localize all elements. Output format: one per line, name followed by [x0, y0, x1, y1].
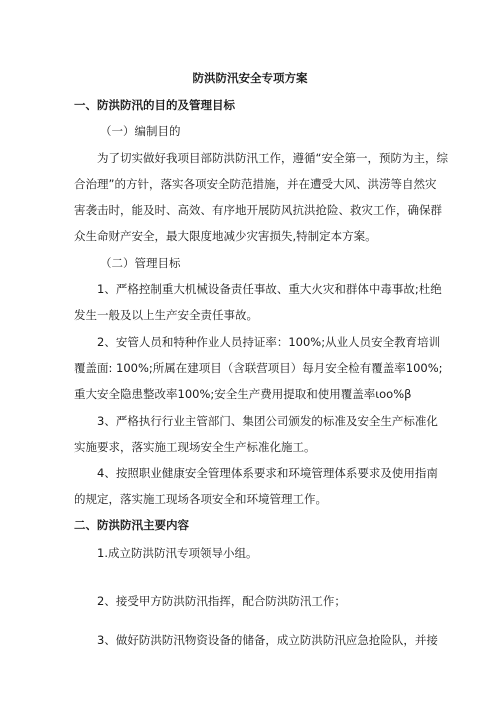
list-item: 1.成立防洪防汛专项领导小组。 [97, 546, 258, 560]
list-item: 2、接受甲方防洪防汛指挥，配合防洪防汛工作； [97, 594, 346, 608]
paragraph-line: 为了切实做好我项目部防洪防汛工作，遵循“安全第一，预防为主，综 [97, 151, 448, 165]
subsection-goals-heading: （二）管理目标 [100, 256, 181, 270]
paragraph-line: 的规定，落实施工现场各项安全和环境管理工作。 [74, 492, 327, 506]
paragraph-line: 合治理”的方针，落实各项安全防范措施，并在遭受大风、洪涝等自然灾 [74, 177, 437, 191]
paragraph-line: 1、严格控制重大机械设备责任事故、重大火灾和群体中毒事故;杜绝 [97, 282, 442, 296]
paragraph-line: 害袭击时，能及时、高效、有序地开展防风抗洪抢险、救灾工作，确保群 [74, 203, 442, 217]
paragraph-line: 重大安全隐患整改率100%;安全生产费用提取和使用覆盖率ιoo%β [74, 387, 412, 401]
subsection-purpose-heading: （一）编制目的 [100, 124, 181, 138]
paragraph-line: 4、按照职业健康安全管理体系要求和环境管理体系要求及使用指南 [97, 466, 438, 480]
list-item: 3、做好防洪防汛物资设备的储备，成立防洪防汛应急抢险队，并接 [97, 633, 438, 647]
paragraph-line: 覆盖面: 100%;所属在建项目（含联营项目）每月安全检有覆盖率100%; [74, 361, 443, 375]
paragraph-line: 2、安管人员和特种作业人员持证率：100%;从业人员安全教育培训 [97, 335, 441, 349]
paragraph-line: 3、严格执行行业主管部门、集团公司颁发的标准及安全生产标准化 [97, 414, 438, 428]
paragraph-line: 发生一般及以上生产安全责任事故。 [74, 308, 258, 322]
paragraph-line: 众生命财产安全，最大限度地减少灾害损失,特制定本方案。 [74, 229, 377, 243]
section-1-heading: 一、防洪防汛的目的及管理目标 [74, 98, 235, 112]
document-title: 防洪防汛安全专项方案 [192, 71, 308, 85]
section-2-heading: 二、防洪防汛主要内容 [74, 518, 189, 532]
paragraph-line: 实施要求，落实施工现场安全生产标准化施工。 [74, 440, 316, 454]
